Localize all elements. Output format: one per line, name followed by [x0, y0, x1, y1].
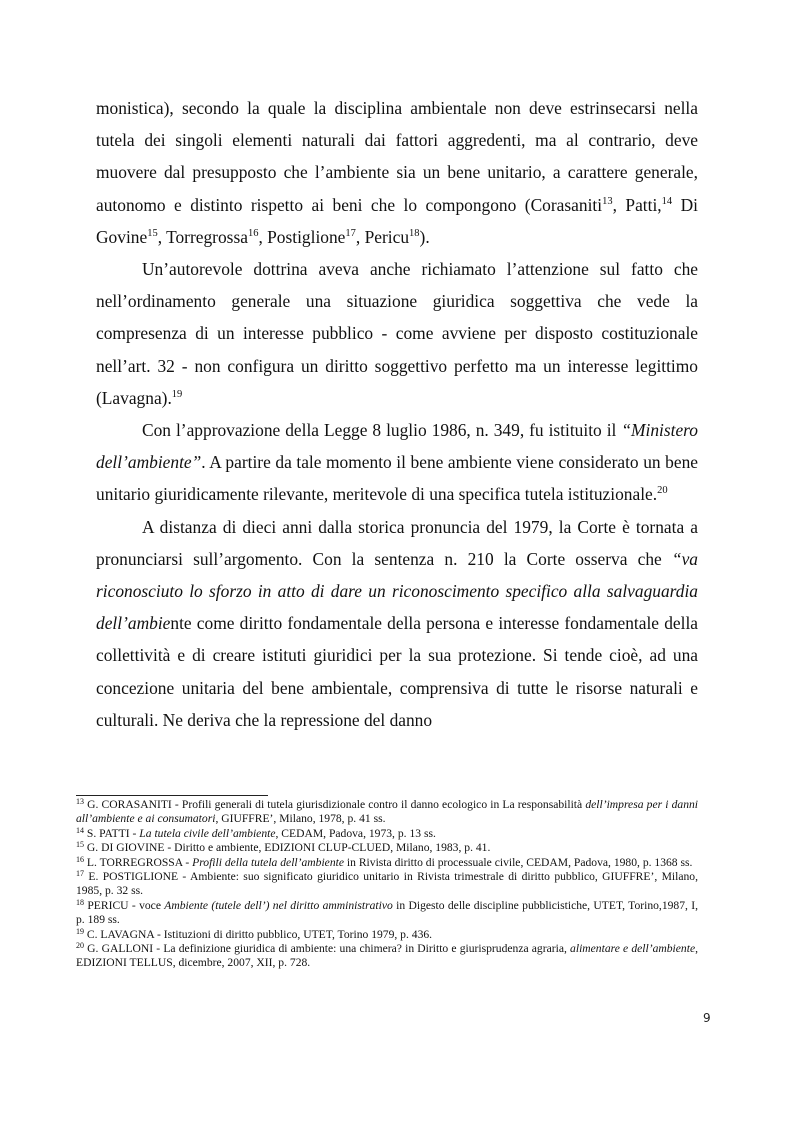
footnote-text: , EDIZIONI TELLUS, dicembre, 2007, XII, p. 728.: [76, 942, 698, 970]
paragraph-4: [96, 511, 698, 736]
footnote-text: L. TORREGROSSA -: [84, 855, 193, 869]
footnote-ref-14: 14: [661, 195, 673, 207]
footnote-text: S. PATTI -: [84, 826, 140, 840]
text-run: . A partire da tale momento il bene ambiente viene considerato un bene unitario giuridicamente rilevante, meritevole di una specifica tutela istituzionale.: [96, 452, 698, 505]
footnote-number: 18: [76, 897, 84, 907]
footnote-text: PERICU - voce: [84, 898, 165, 912]
paragraph-1: [96, 92, 698, 253]
footnote-text: in Digesto delle discipline pubblicistiche, UTET, Torino,1987, I, p. 189 ss.: [76, 898, 698, 927]
text-run: , Patti,: [612, 194, 662, 215]
footnote-18: [76, 899, 698, 928]
text-run: nte come diritto fondamentale della persona e interesse fondamentale della collettività e di creare istituti giuridici per la sua protezione. Si tende cioè, ad una concezione unitaria del bene ambientale, comprensiva di tutte le risorse naturali e culturali. Ne deriva che la repressione del danno: [96, 613, 698, 730]
footnote-ref-20: 20: [657, 485, 668, 497]
footnote-number: 19: [76, 926, 84, 936]
footnote-number: 16: [76, 854, 84, 864]
text-run: monistica), secondo la quale la disciplina ambientale non deve estrinsecarsi nella tutela dei singoli elementi naturali dai fattori aggredenti, ma al contrario, deve muovere dal presupposto che l’ambiente sia un bene unitario, a carattere generale, autonomo e distinto rispetto ai beni che lo compongono (Corasaniti: [96, 98, 698, 215]
footnote-text: E. POSTIGLIONE - Ambiente: suo significato giuridico unitario in Rivista trimestrale di diritto pubblico, GIUFFRE’, Milano, 1985, p. 32 ss.: [76, 870, 698, 898]
italic-quote: “va riconosciuto lo sforzo in atto di dare un riconoscimento specifico alla salvaguardia dell’ambie: [96, 548, 698, 634]
footnote-text: , GIUFFRE’, Milano, 1978, p. 41 ss.: [215, 812, 386, 826]
footnote-text: , CEDAM, Padova, 1973, p. 13 ss.: [275, 826, 436, 840]
footnote-16: [76, 856, 698, 870]
footnote-text: G. CORASANITI - Profili generali di tutela giurisdizionale contro il danno ecologico in La responsabilità: [84, 798, 586, 811]
text-run: A distanza di dieci anni dalla storica pronuncia del 1979, la Corte è tornata a pronunciarsi sull’argomento. Con la sentenza n. 210 la Corte osserva che: [96, 516, 698, 569]
footnote-ref-15: 15: [147, 227, 158, 239]
footnote-separator: [76, 795, 268, 796]
text-run: , Pericu: [355, 226, 410, 247]
text-run: , Postiglione: [258, 226, 346, 247]
text-run: Un’autorevole dottrina aveva anche richiamato l’attenzione sul fatto che nell’ordinamento generale una situazione giuridica soggettiva che vede la compresenza di un interesse pubblico - come avviene per disposto costituzionale nell’art. 32 - non configura un diritto soggettivo perfetto ma un interesse legittimo (Lavagna).: [96, 259, 698, 408]
footnote-17: [76, 870, 698, 899]
footnote-number: 17: [76, 869, 84, 879]
footnote-text: C. LAVAGNA - Istituzioni di diritto pubblico, UTET, Torino 1979, p. 436.: [84, 927, 433, 941]
text-run: Di Govine: [96, 194, 698, 247]
footnote-number: 14: [76, 825, 84, 835]
footnote-text: G. DI GIOVINE - Diritto e ambiente, EDIZIONI CLUP-CLUED, Milano, 1983, p. 41.: [84, 841, 491, 855]
footnote-14: [76, 827, 698, 841]
footnote-number: 13: [76, 797, 84, 806]
footnote-ref-18: 18: [409, 227, 420, 239]
footnote-ref-19: 19: [171, 388, 183, 400]
body-text: [96, 92, 698, 736]
footnote-text: in Rivista diritto di processuale civile, CEDAM, Padova, 1980, p. 1368 ss.: [344, 855, 693, 869]
italic-run: “Ministero dell’ambiente”: [96, 420, 698, 473]
page-number: 9: [703, 1011, 711, 1025]
footnote-number: 15: [76, 840, 84, 850]
paragraph-3: [96, 414, 698, 511]
footnote-italic: Ambiente (tutele dell’) nel diritto amministrativo: [164, 898, 393, 912]
footnotes: [76, 798, 698, 971]
footnote-19: [76, 928, 698, 942]
footnote-ref-13: 13: [602, 195, 613, 207]
footnote-20: [76, 942, 698, 971]
text-run: Con l’approvazione della Legge 8 luglio 1986, n. 349, fu istituito il: [142, 420, 622, 441]
footnote-italic: dell’impresa per i danni all’ambiente e ai consumatori: [76, 798, 699, 826]
footnote-ref-17: 17: [345, 227, 356, 239]
text-run: ).: [419, 226, 430, 247]
footnote-italic: alimentare e dell’ambiente: [570, 942, 696, 956]
footnote-ref-16: 16: [247, 227, 259, 239]
text-run: , Torregrossa: [157, 226, 248, 247]
footnote-13: [76, 798, 698, 827]
footnote-italic: La tutela civile dell’ambiente: [139, 826, 276, 840]
paragraph-2: [96, 253, 698, 414]
footnote-number: 20: [76, 941, 84, 951]
footnote-italic: Profili della tutela dell’ambiente: [192, 855, 344, 869]
footnote-text: G. GALLONI - La definizione giuridica di ambiente: una chimera? in Diritto e giurisprudenza agraria,: [84, 942, 571, 956]
footnote-15: [76, 841, 698, 855]
